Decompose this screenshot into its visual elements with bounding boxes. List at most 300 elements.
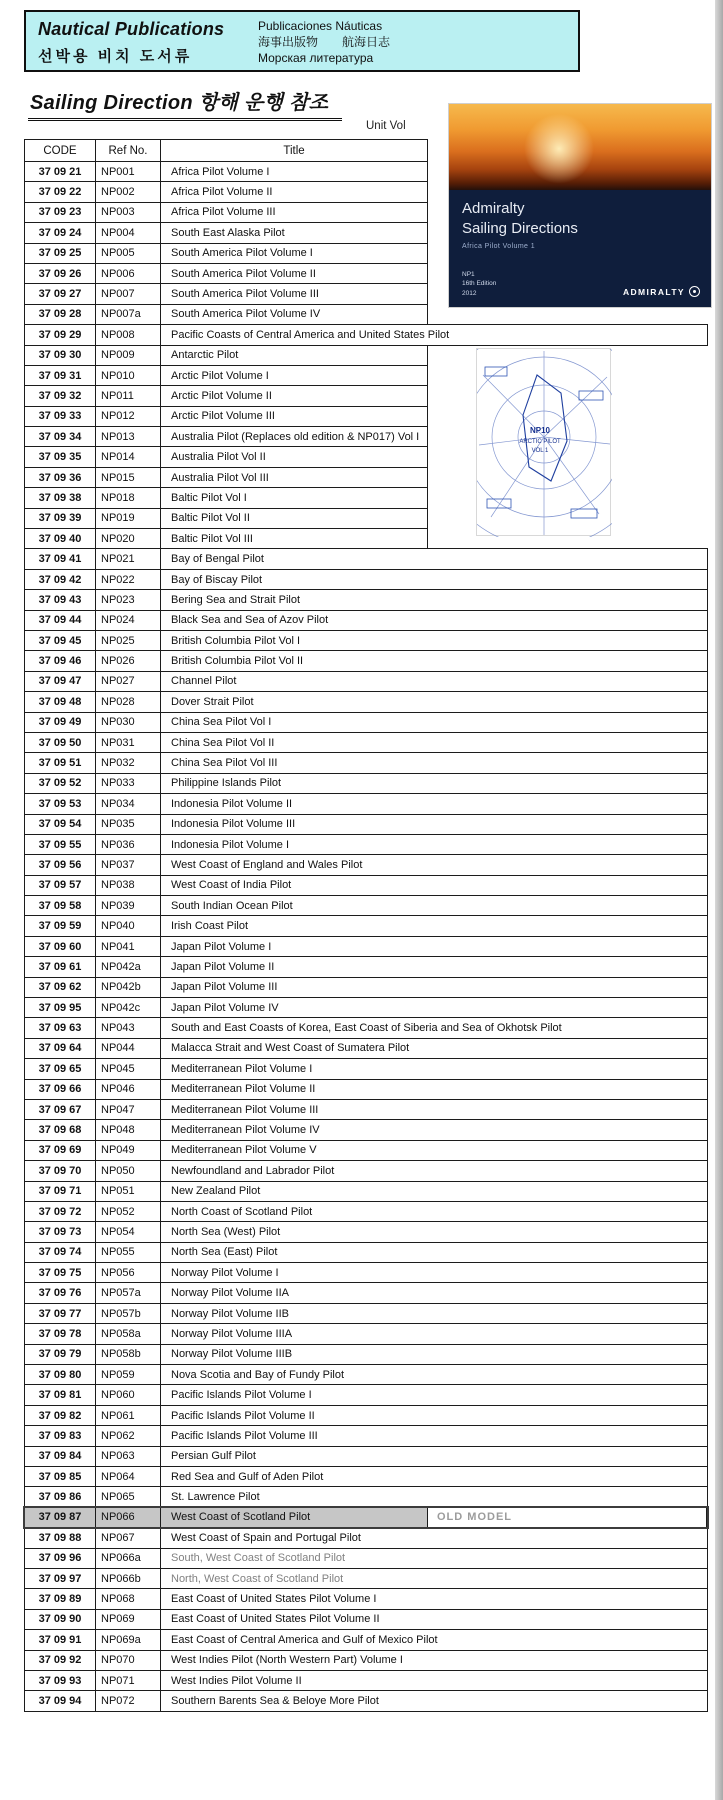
ref-no-cell: NP044: [95, 1038, 161, 1059]
code-cell: 37 09 50: [24, 732, 96, 753]
cover-sunset-photo: [449, 104, 711, 190]
ref-no-cell: NP072: [95, 1690, 161, 1711]
code-cell: 37 09 27: [24, 283, 96, 304]
table-row: [24, 854, 708, 875]
title-cell: Pacific Islands Pilot Volume I: [160, 1384, 708, 1405]
ref-no-cell: NP040: [95, 915, 161, 936]
title-cell: Nova Scotia and Bay of Fundy Pilot: [160, 1364, 708, 1385]
ref-no-cell: NP013: [95, 426, 161, 447]
title-cell: New Zealand Pilot: [160, 1181, 708, 1202]
code-cell: 37 09 62: [24, 977, 96, 998]
title-cell: Indonesia Pilot Volume II: [160, 793, 708, 814]
section-title-sailing-direction: Sailing Direction 항해 운행 참조: [28, 86, 342, 121]
ref-no-cell: NP066b: [95, 1568, 161, 1589]
title-cell: East Coast of United States Pilot Volume I: [160, 1588, 708, 1609]
code-cell: 37 09 80: [24, 1364, 96, 1385]
table-row: [24, 793, 708, 814]
arctic-pilot-map-image: [476, 348, 611, 536]
page-title-korean: 선박용 비치 도서류: [38, 48, 193, 65]
ref-no-cell: NP068: [95, 1588, 161, 1609]
column-header-ref-no: Ref No.: [95, 139, 161, 162]
table-row: [24, 1160, 708, 1181]
title-cell: China Sea Pilot Vol III: [160, 752, 708, 773]
code-cell: 37 09 79: [24, 1344, 96, 1365]
title-cell: Indonesia Pilot Volume III: [160, 814, 708, 835]
ref-no-cell: NP043: [95, 1017, 161, 1038]
title-cell: Norway Pilot Volume I: [160, 1262, 708, 1283]
table-row: [24, 1058, 708, 1079]
code-cell: 37 09 96: [24, 1548, 96, 1569]
unit-label: Unit Vol: [366, 120, 406, 132]
code-cell: 37 09 85: [24, 1466, 96, 1487]
map-label-np10: NP10: [529, 426, 551, 435]
nautical-publications-header: [24, 10, 580, 72]
title-cell: Southern Barents Sea & Beloye More Pilot: [160, 1690, 708, 1711]
title-cell: Mediterranean Pilot Volume III: [160, 1099, 708, 1120]
title-cell: Baltic Pilot Vol III: [160, 528, 428, 549]
title-cell: Dover Strait Pilot: [160, 691, 708, 712]
code-cell: 37 09 89: [24, 1588, 96, 1609]
code-cell: 37 09 86: [24, 1486, 96, 1507]
column-header-code: CODE: [24, 139, 96, 162]
ref-no-cell: NP061: [95, 1405, 161, 1426]
table-row: [24, 956, 708, 977]
code-cell: 37 09 25: [24, 243, 96, 264]
page-title-spanish: Publicaciones Náuticas: [258, 19, 383, 33]
code-cell: 37 09 94: [24, 1690, 96, 1711]
code-cell: 37 09 23: [24, 202, 96, 223]
title-cell: Bay of Biscay Pilot: [160, 569, 708, 590]
table-row: [24, 814, 708, 835]
title-cell: Arctic Pilot Volume II: [160, 385, 428, 406]
code-cell: 37 09 34: [24, 426, 96, 447]
title-cell: Persian Gulf Pilot: [160, 1446, 708, 1467]
title-cell: Pacific Islands Pilot Volume II: [160, 1405, 708, 1426]
code-cell: 37 09 57: [24, 875, 96, 896]
table-row: [24, 1140, 708, 1161]
code-cell: 37 09 42: [24, 569, 96, 590]
ref-no-cell: NP069a: [95, 1629, 161, 1650]
title-cell: Pacific Coasts of Central America and United States Pilot: [160, 324, 708, 345]
table-row: [24, 895, 708, 916]
code-cell: 37 09 48: [24, 691, 96, 712]
code-cell: 37 09 76: [24, 1282, 96, 1303]
table-row: [24, 1242, 708, 1263]
ref-no-cell: NP001: [95, 161, 161, 182]
table-row: [24, 936, 708, 957]
title-cell: Indonesia Pilot Volume I: [160, 834, 708, 855]
ref-no-cell: NP058b: [95, 1344, 161, 1365]
ref-no-cell: NP024: [95, 610, 161, 631]
title-cell: South Indian Ocean Pilot: [160, 895, 708, 916]
title-cell: Japan Pilot Volume IV: [160, 997, 708, 1018]
code-cell: 37 09 73: [24, 1221, 96, 1242]
code-cell: 37 09 90: [24, 1609, 96, 1630]
title-cell: Arctic Pilot Volume I: [160, 365, 428, 386]
title-cell: Africa Pilot Volume III: [160, 202, 428, 223]
title-cell: Newfoundland and Labrador Pilot: [160, 1160, 708, 1181]
table-row: [24, 773, 708, 794]
sailing-directions-cover-image: [449, 104, 711, 307]
ref-no-cell: NP056: [95, 1262, 161, 1283]
code-cell: 37 09 93: [24, 1670, 96, 1691]
ref-no-cell: NP063: [95, 1446, 161, 1467]
table-row: [24, 671, 708, 692]
table-row: [24, 1690, 708, 1711]
ref-no-cell: NP009: [95, 345, 161, 366]
page-title: Nautical Publications: [38, 19, 225, 39]
code-cell: 37 09 60: [24, 936, 96, 957]
ref-no-cell: NP045: [95, 1058, 161, 1079]
code-cell: 37 09 52: [24, 773, 96, 794]
ref-no-cell: NP027: [95, 671, 161, 692]
ref-no-cell: NP066: [95, 1507, 161, 1528]
ref-no-cell: NP034: [95, 793, 161, 814]
page-title-chinese: 海事出版物 航海日志: [258, 35, 391, 50]
code-cell: 37 09 28: [24, 304, 96, 325]
code-cell: 37 09 77: [24, 1303, 96, 1324]
code-cell: 37 09 22: [24, 181, 96, 202]
title-cell: South and East Coasts of Korea, East Coast of Siberia and Sea of Okhotsk Pilot: [160, 1017, 708, 1038]
ref-no-cell: NP033: [95, 773, 161, 794]
table-row: [24, 1466, 708, 1487]
title-cell: Norway Pilot Volume IIB: [160, 1303, 708, 1324]
ref-no-cell: NP055: [95, 1242, 161, 1263]
table-row: [24, 1588, 708, 1609]
ref-no-cell: NP067: [95, 1527, 161, 1548]
ref-no-cell: NP041: [95, 936, 161, 957]
title-cell: China Sea Pilot Vol II: [160, 732, 708, 753]
ref-no-cell: NP014: [95, 446, 161, 467]
title-cell: East Coast of United States Pilot Volume II: [160, 1609, 708, 1630]
cover-edition-block: [462, 270, 496, 298]
code-cell: 37 09 61: [24, 956, 96, 977]
ref-no-cell: NP011: [95, 385, 161, 406]
code-cell: 37 09 33: [24, 406, 96, 427]
table-row: [24, 752, 708, 773]
table-row: [24, 1323, 708, 1344]
ref-no-cell: NP026: [95, 650, 161, 671]
ref-no-cell: NP064: [95, 1466, 161, 1487]
ref-no-cell: NP032: [95, 752, 161, 773]
title-cell: North, West Coast of Scotland Pilot: [160, 1568, 708, 1589]
ref-no-cell: NP018: [95, 487, 161, 508]
table-row: [24, 977, 708, 998]
title-cell: Japan Pilot Volume II: [160, 956, 708, 977]
cover-subtitle: Africa Pilot Volume 1: [462, 243, 535, 250]
table-row: [24, 650, 708, 671]
code-cell: 37 09 32: [24, 385, 96, 406]
title-cell: Philippine Islands Pilot: [160, 773, 708, 794]
title-cell: Africa Pilot Volume I: [160, 161, 428, 182]
table-row: [24, 324, 708, 345]
ref-no-cell: NP002: [95, 181, 161, 202]
cover-edition-np: NP1: [462, 270, 475, 278]
table-row: [24, 732, 708, 753]
ref-no-cell: NP038: [95, 875, 161, 896]
ref-no-cell: NP060: [95, 1384, 161, 1405]
title-cell: Japan Pilot Volume I: [160, 936, 708, 957]
ref-no-cell: NP049: [95, 1140, 161, 1161]
code-cell: 37 09 95: [24, 997, 96, 1018]
code-cell: 37 09 59: [24, 915, 96, 936]
title-cell: Black Sea and Sea of Azov Pilot: [160, 610, 708, 631]
ref-no-cell: NP021: [95, 548, 161, 569]
title-cell: North Sea (East) Pilot: [160, 1242, 708, 1263]
ref-no-cell: NP047: [95, 1099, 161, 1120]
code-cell: 37 09 29: [24, 324, 96, 345]
ref-no-cell: NP066a: [95, 1548, 161, 1569]
ref-no-cell: NP006: [95, 263, 161, 284]
title-cell: British Columbia Pilot Vol I: [160, 630, 708, 651]
table-row: [24, 1201, 708, 1222]
cover-edition-number: 16th Edition: [462, 280, 497, 288]
title-cell: South East Alaska Pilot: [160, 222, 428, 243]
title-cell: Australia Pilot Vol III: [160, 467, 428, 488]
code-cell: 37 09 58: [24, 895, 96, 916]
title-cell: West Coast of England and Wales Pilot: [160, 854, 708, 875]
title-cell: Australia Pilot (Replaces old edition & NP017) Vol I: [160, 426, 428, 447]
code-cell: 37 09 64: [24, 1038, 96, 1059]
ref-no-cell: NP008: [95, 324, 161, 345]
table-row: [24, 1099, 708, 1120]
ref-no-cell: NP057b: [95, 1303, 161, 1324]
code-cell: 37 09 78: [24, 1323, 96, 1344]
ref-no-cell: NP007: [95, 283, 161, 304]
map-label-vol: VOL 1: [531, 448, 549, 454]
ref-no-cell: NP030: [95, 712, 161, 733]
code-cell: 37 09 43: [24, 589, 96, 610]
code-cell: 37 09 91: [24, 1629, 96, 1650]
table-row: [24, 1384, 708, 1405]
ref-no-cell: NP003: [95, 202, 161, 223]
table-row: [24, 712, 708, 733]
table-row: [24, 915, 708, 936]
table-row: [24, 589, 708, 610]
table-row: [24, 1221, 708, 1242]
code-cell: 37 09 30: [24, 345, 96, 366]
code-cell: 37 09 65: [24, 1058, 96, 1079]
table-row: [24, 1527, 708, 1548]
title-cell: West Coast of India Pilot: [160, 875, 708, 896]
code-cell: 37 09 72: [24, 1201, 96, 1222]
ref-no-cell: NP019: [95, 508, 161, 529]
table-row: [24, 875, 708, 896]
ref-no-cell: NP028: [95, 691, 161, 712]
ref-no-cell: NP050: [95, 1160, 161, 1181]
code-cell: 37 09 87: [24, 1507, 96, 1528]
ref-no-cell: NP012: [95, 406, 161, 427]
ref-no-cell: NP046: [95, 1079, 161, 1100]
ref-no-cell: NP025: [95, 630, 161, 651]
table-row: [24, 1629, 708, 1650]
code-cell: 37 09 56: [24, 854, 96, 875]
ref-no-cell: NP020: [95, 528, 161, 549]
anchor-logo-icon: [689, 286, 700, 297]
title-cell: Bering Sea and Strait Pilot: [160, 589, 708, 610]
code-cell: 37 09 88: [24, 1527, 96, 1548]
title-cell: West Indies Pilot (North Western Part) Volume I: [160, 1650, 708, 1671]
ref-no-cell: NP015: [95, 467, 161, 488]
table-row: [24, 1670, 708, 1691]
table-row: [24, 610, 708, 631]
code-cell: 37 09 81: [24, 1384, 96, 1405]
cover-brand-title: [449, 190, 711, 238]
cover-brand-line2: Sailing Directions: [462, 219, 578, 237]
ref-no-cell: NP057a: [95, 1282, 161, 1303]
code-cell: 37 09 45: [24, 630, 96, 651]
code-cell: 37 09 74: [24, 1242, 96, 1263]
table-row: [24, 1364, 708, 1385]
title-cell: Baltic Pilot Vol II: [160, 508, 428, 529]
table-row: [24, 1079, 708, 1100]
title-cell: West Coast of Scotland Pilot: [160, 1507, 428, 1528]
ref-no-cell: NP042b: [95, 977, 161, 998]
table-row: [24, 1568, 708, 1589]
code-cell: 37 09 38: [24, 487, 96, 508]
title-cell: West Coast of Spain and Portugal Pilot: [160, 1527, 708, 1548]
code-cell: 37 09 31: [24, 365, 96, 386]
cover-publisher-label: ADMIRALTY: [622, 286, 685, 297]
cover-edition-year: 2012: [462, 289, 477, 297]
code-cell: 37 09 26: [24, 263, 96, 284]
title-cell: Bay of Bengal Pilot: [160, 548, 708, 569]
title-cell: British Columbia Pilot Vol II: [160, 650, 708, 671]
code-cell: 37 09 47: [24, 671, 96, 692]
code-cell: 37 09 92: [24, 1650, 96, 1671]
code-cell: 37 09 67: [24, 1099, 96, 1120]
code-cell: 37 09 75: [24, 1262, 96, 1283]
title-cell: North Sea (West) Pilot: [160, 1221, 708, 1242]
title-cell: South America Pilot Volume I: [160, 243, 428, 264]
code-cell: 37 09 53: [24, 793, 96, 814]
table-row: [24, 834, 708, 855]
title-cell: Mediterranean Pilot Volume II: [160, 1079, 708, 1100]
table-row: [24, 1609, 708, 1630]
ref-no-cell: NP005: [95, 243, 161, 264]
title-cell: Baltic Pilot Vol I: [160, 487, 428, 508]
title-cell: East Coast of Central America and Gulf of Mexico Pilot: [160, 1629, 708, 1650]
ref-no-cell: NP071: [95, 1670, 161, 1691]
code-cell: 37 09 21: [24, 161, 96, 182]
table-row: [24, 1405, 708, 1426]
table-row: [24, 1017, 708, 1038]
ref-no-cell: NP051: [95, 1181, 161, 1202]
ref-no-cell: NP070: [95, 1650, 161, 1671]
title-cell: Antarctic Pilot: [160, 345, 428, 366]
title-cell: Norway Pilot Volume IIIA: [160, 1323, 708, 1344]
title-cell: South America Pilot Volume IV: [160, 304, 428, 325]
table-row: [24, 548, 708, 569]
code-cell: 37 09 66: [24, 1079, 96, 1100]
ref-no-cell: NP069: [95, 1609, 161, 1630]
table-row: [24, 1425, 708, 1446]
table-row: [24, 1262, 708, 1283]
code-cell: 37 09 71: [24, 1181, 96, 1202]
table-row: [24, 1181, 708, 1202]
ref-no-cell: NP022: [95, 569, 161, 590]
code-cell: 37 09 24: [24, 222, 96, 243]
ref-no-cell: NP059: [95, 1364, 161, 1385]
title-cell: North Coast of Scotland Pilot: [160, 1201, 708, 1222]
table-row: [24, 1344, 708, 1365]
ref-no-cell: NP004: [95, 222, 161, 243]
cover-brand-line1: Admiralty: [462, 200, 525, 217]
ref-no-cell: NP062: [95, 1425, 161, 1446]
ref-no-cell: NP042c: [95, 997, 161, 1018]
table-row: [24, 569, 708, 590]
title-cell: Irish Coast Pilot: [160, 915, 708, 936]
ref-no-cell: NP065: [95, 1486, 161, 1507]
code-cell: 37 09 51: [24, 752, 96, 773]
title-cell: China Sea Pilot Vol I: [160, 712, 708, 733]
ref-no-cell: NP035: [95, 814, 161, 835]
title-cell: Mediterranean Pilot Volume IV: [160, 1119, 708, 1140]
code-cell: 37 09 83: [24, 1425, 96, 1446]
title-cell: South, West Coast of Scotland Pilot: [160, 1548, 708, 1569]
ref-no-cell: NP007a: [95, 304, 161, 325]
ref-no-cell: NP052: [95, 1201, 161, 1222]
ref-no-cell: NP039: [95, 895, 161, 916]
old-model-label: OLD MODEL: [427, 1507, 707, 1528]
title-cell: St. Lawrence Pilot: [160, 1486, 708, 1507]
table-row: [24, 1486, 708, 1507]
title-cell: South America Pilot Volume II: [160, 263, 428, 284]
code-cell: 37 09 40: [24, 528, 96, 549]
table-row: [24, 997, 708, 1018]
ref-no-cell: NP037: [95, 854, 161, 875]
code-cell: 37 09 44: [24, 610, 96, 631]
code-cell: 37 09 35: [24, 446, 96, 467]
table-row: [24, 1650, 708, 1671]
ref-no-cell: NP058a: [95, 1323, 161, 1344]
table-row: [24, 1282, 708, 1303]
code-cell: 37 09 84: [24, 1446, 96, 1467]
ref-no-cell: NP023: [95, 589, 161, 610]
title-cell: Pacific Islands Pilot Volume III: [160, 1425, 708, 1446]
title-cell: Mediterranean Pilot Volume I: [160, 1058, 708, 1079]
title-cell: Channel Pilot: [160, 671, 708, 692]
table-row: [24, 1548, 708, 1569]
table-row: [24, 691, 708, 712]
ref-no-cell: NP048: [95, 1119, 161, 1140]
title-cell: Norway Pilot Volume IIA: [160, 1282, 708, 1303]
map-label-arctic-pilot: ARCTIC PILOT: [519, 439, 561, 445]
code-cell: 37 09 41: [24, 548, 96, 569]
title-cell: Norway Pilot Volume IIIB: [160, 1344, 708, 1365]
ref-no-cell: NP054: [95, 1221, 161, 1242]
scan-page-edge: [715, 0, 723, 1800]
cover-publisher: [623, 286, 700, 297]
title-cell: Malacca Strait and West Coast of Sumatera Pilot: [160, 1038, 708, 1059]
table-row: [24, 1446, 708, 1467]
code-cell: 37 09 63: [24, 1017, 96, 1038]
code-cell: 37 09 68: [24, 1119, 96, 1140]
ref-no-cell: NP042a: [95, 956, 161, 977]
title-cell: South America Pilot Volume III: [160, 283, 428, 304]
table-row: [24, 1119, 708, 1140]
title-cell: Africa Pilot Volume II: [160, 181, 428, 202]
table-row: [24, 630, 708, 651]
arctic-map-graphic: [477, 349, 612, 537]
column-header-title: Title: [160, 139, 428, 162]
ref-no-cell: NP010: [95, 365, 161, 386]
code-cell: 37 09 46: [24, 650, 96, 671]
title-cell: Australia Pilot Vol II: [160, 446, 428, 467]
table-row: [24, 1038, 708, 1059]
code-cell: 37 09 39: [24, 508, 96, 529]
code-cell: 37 09 82: [24, 1405, 96, 1426]
